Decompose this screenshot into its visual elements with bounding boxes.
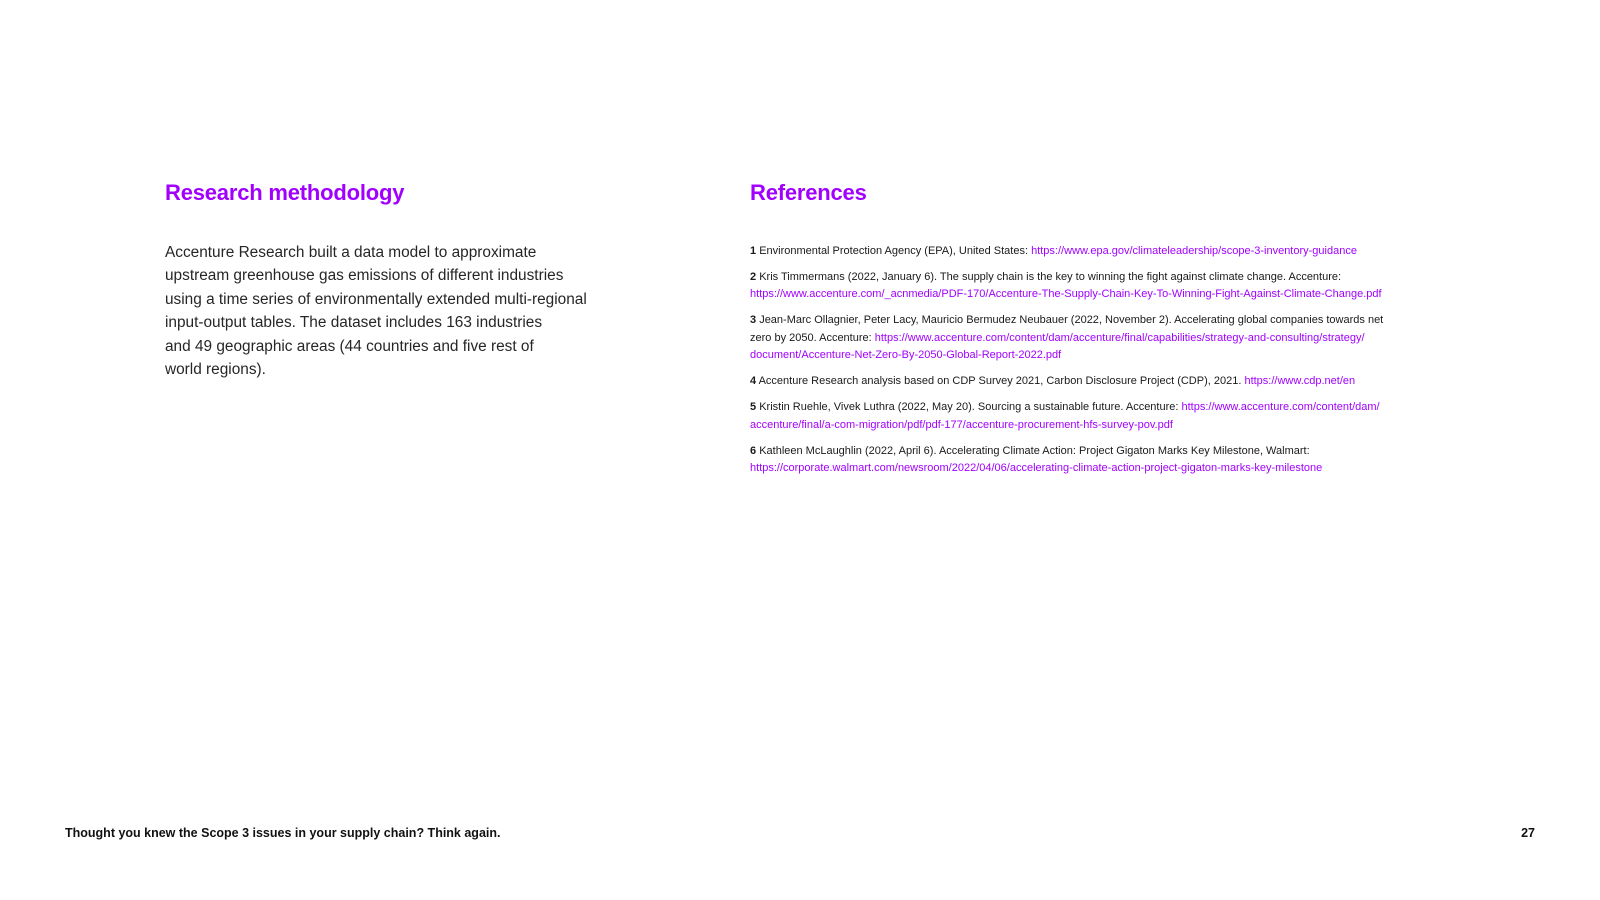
reference-text: Kristin Ruehle, Vivek Luthra (2022, May 20). Sourcing a sustainable future. Accenture: [759,401,1182,414]
methodology-line: and 49 geographic areas (44 countries and five rest of [165,337,534,355]
reference-text: Jean-Marc Ollagnier, Peter Lacy, Mauricio Bermudez Neubauer (2022, November 2). Accelerating global companies towards net [759,314,1384,327]
page-number: 27 [1521,826,1535,840]
reference-item-3 [750,312,1440,364]
reference-link[interactable]: https://www.epa.gov/climateleadership/scope-3-inventory-guidance [1031,245,1357,257]
reference-text: Kris Timmermans (2022, January 6). The supply chain is the key to winning the fight against climate change. Accenture: [759,271,1342,284]
references-section [750,178,1440,486]
reference-link[interactable]: https://www.cdp.net/en [1244,375,1356,388]
reference-link[interactable]: https://www.accenture.com/content/dam/accenture/final/capabilities/strategy-and-consulting/strategy/ [874,331,1365,344]
reference-number: 1 [750,245,757,257]
reference-text: Environmental Protection Agency (EPA), United States: [759,245,1032,257]
reference-link[interactable]: https://www.accenture.com/content/dam/ [1181,401,1380,414]
methodology-line: using a time series of environmentally extended multi-regional [165,290,587,308]
references-heading: References [750,180,867,205]
methodology-section [165,178,635,381]
reference-number: 5 [750,401,757,414]
methodology-heading: Research methodology [165,180,405,205]
reference-link[interactable]: https://www.accenture.com/_acnmedia/PDF-170/Accenture-The-Supply-Chain-Key-To-Winning-Fight-Against-Climate-Change.pdf [750,288,1382,301]
reference-item-2 [750,269,1440,304]
reference-item-1 [750,243,1440,260]
reference-text: Accenture Research analysis based on CDP Survey 2021, Carbon Disclosure Project (CDP), 2021. [758,375,1245,388]
methodology-paragraph [165,241,635,381]
methodology-line: input-output tables. The dataset includes 163 industries [165,314,543,332]
methodology-line: upstream greenhouse gas emissions of different industries [165,267,564,285]
reference-link[interactable]: accenture/final/a-com-migration/pdf/pdf-177/accenture-procurement-hfs-survey-pov.pdf [750,418,1173,431]
reference-link[interactable]: https://corporate.walmart.com/newsroom/2022/04/06/accelerating-climate-action-project-gigaton-marks-key-milestone [750,461,1323,474]
reference-text: Kathleen McLaughlin (2022, April 6). Accelerating Climate Action: Project Gigaton Marks Key Milestone, Walmart: [759,444,1310,457]
footer-title: Thought you knew the Scope 3 issues in your supply chain? Think again. [65,826,501,840]
reference-list [750,243,1440,477]
reference-text: zero by 2050. Accenture: [750,331,875,344]
reference-item-6 [750,443,1440,478]
methodology-line: Accenture Research built a data model to approximate [165,244,537,261]
reference-item-5 [750,399,1440,434]
reference-number: 2 [750,271,757,284]
methodology-line: world regions). [165,361,266,379]
reference-number: 6 [750,444,757,457]
reference-number: 4 [750,375,757,388]
reference-number: 3 [750,314,757,327]
reference-item-4 [750,373,1440,390]
reference-link[interactable]: document/Accenture-Net-Zero-By-2050-Global-Report-2022.pdf [750,349,1062,362]
